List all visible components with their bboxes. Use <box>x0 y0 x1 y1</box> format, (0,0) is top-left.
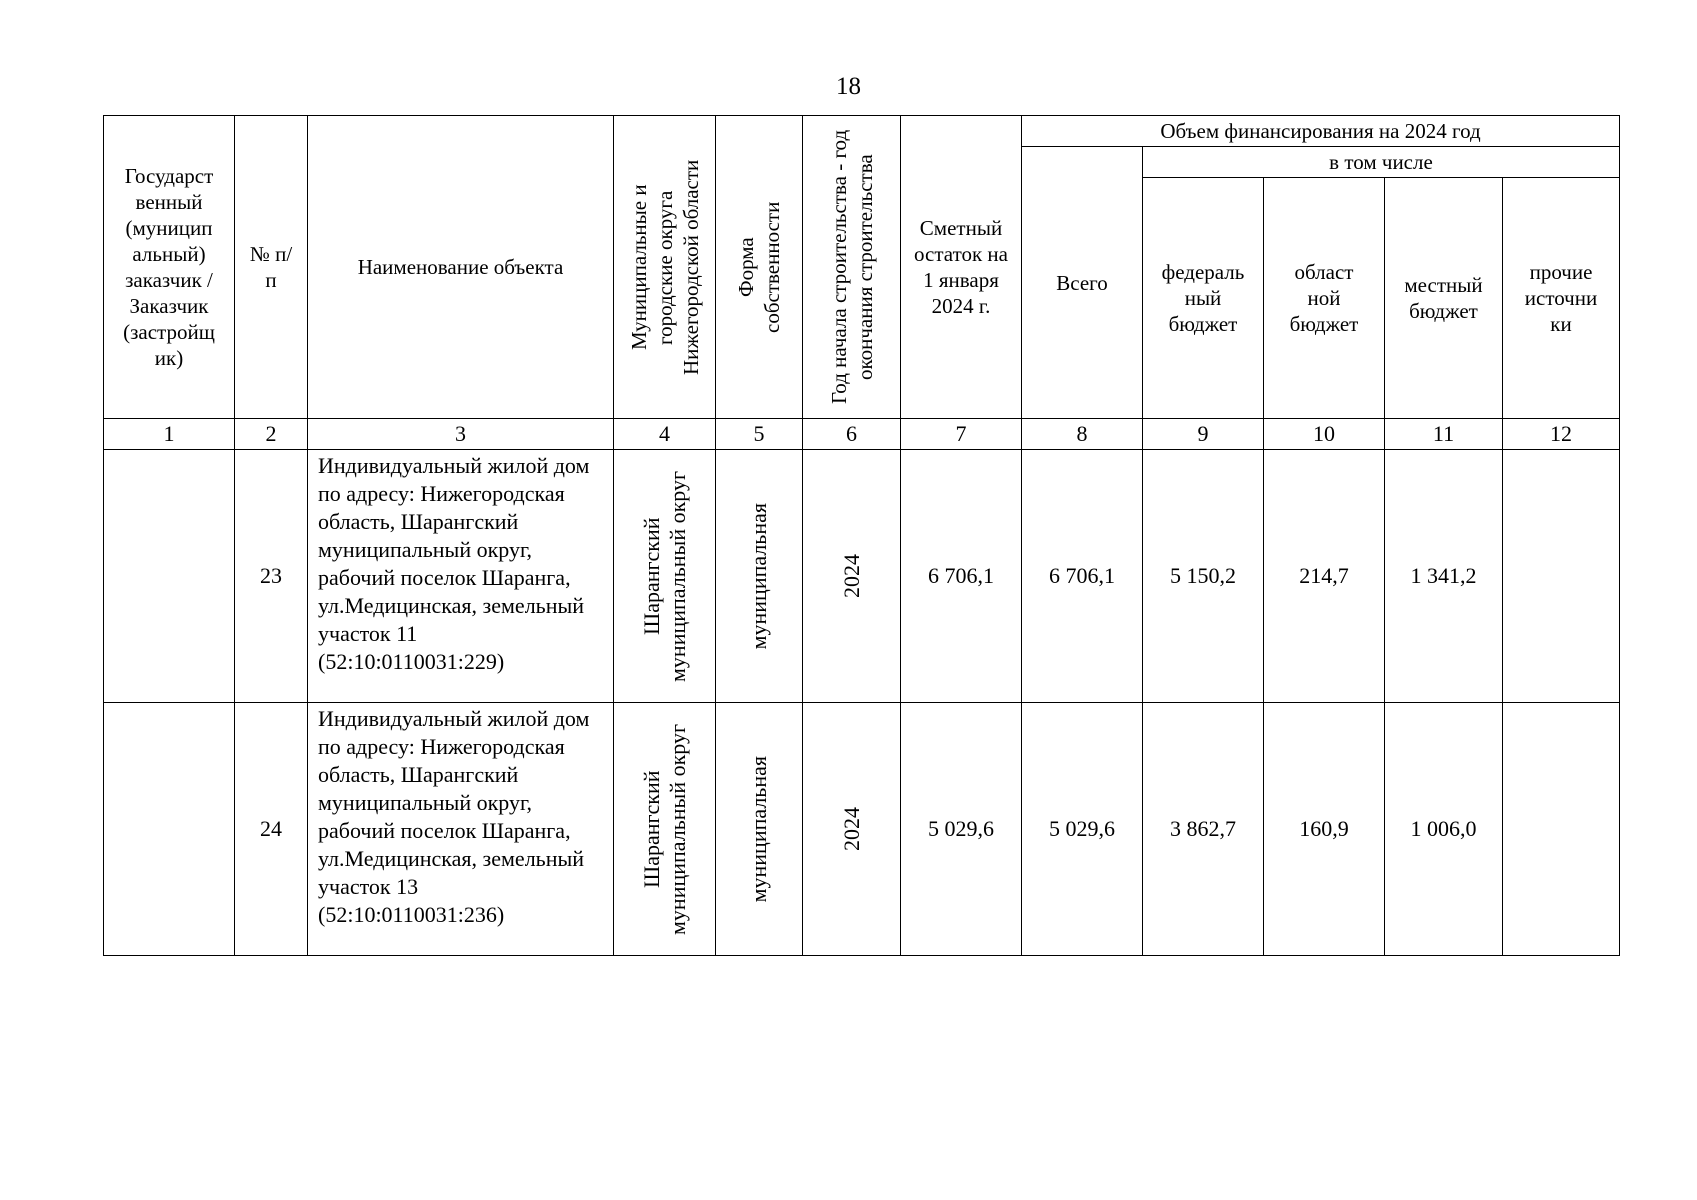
header-ownership-form: Форма собственности <box>716 116 803 419</box>
object-name-cell: Индивидуальный жилой дом по адресу: Нижегородская область, Шарангский муниципальный округ, рабочий поселок Шаранга, ул.Медицинская, земельный участок 13 (52:10:0110031:236) <box>308 703 614 956</box>
header-customer: Государст венный (муницип альный) заказчик / Заказчик (застройщ ик) <box>104 116 235 419</box>
column-number: 1 <box>104 419 235 450</box>
column-number: 12 <box>1503 419 1620 450</box>
estimated-balance-cell: 6 706,1 <box>901 450 1022 703</box>
federal-cell: 3 862,7 <box>1143 703 1264 956</box>
regional-cell: 160,9 <box>1264 703 1385 956</box>
header-construction-years: Год начала строительства - год окончания строительства <box>803 116 901 419</box>
header-financing-volume: Объем финансирования на 2024 год <box>1022 116 1620 147</box>
other-cell <box>1503 450 1620 703</box>
federal-cell: 5 150,2 <box>1143 450 1264 703</box>
ownership-cell: муниципальная <box>716 703 803 956</box>
local-cell: 1 341,2 <box>1385 450 1503 703</box>
local-cell: 1 006,0 <box>1385 703 1503 956</box>
page-number: 18 <box>836 73 861 100</box>
district-cell: Шарангский муниципальный округ <box>614 703 716 956</box>
header-local-budget: местный бюджет <box>1385 178 1503 419</box>
row-number-cell: 24 <box>235 703 308 956</box>
row-number-cell: 23 <box>235 450 308 703</box>
district-cell: Шарангский муниципальный округ <box>614 450 716 703</box>
regional-cell: 214,7 <box>1264 450 1385 703</box>
years-cell: 2024 <box>803 703 901 956</box>
column-number-row <box>104 419 1620 450</box>
header-total: Всего <box>1022 147 1143 419</box>
column-number: 2 <box>235 419 308 450</box>
column-number: 7 <box>901 419 1022 450</box>
total-cell: 5 029,6 <box>1022 703 1143 956</box>
header-regional-budget: област ной бюджет <box>1264 178 1385 419</box>
column-number: 8 <box>1022 419 1143 450</box>
years-cell: 2024 <box>803 450 901 703</box>
financing-table <box>103 115 1620 956</box>
column-number: 5 <box>716 419 803 450</box>
header-federal-budget: федераль ный бюджет <box>1143 178 1264 419</box>
header-num: № п/п <box>235 116 308 419</box>
column-number: 9 <box>1143 419 1264 450</box>
column-number: 10 <box>1264 419 1385 450</box>
column-number: 6 <box>803 419 901 450</box>
header-including: в том числе <box>1143 147 1620 178</box>
header-object-name: Наименование объекта <box>308 116 614 419</box>
table-row <box>104 450 1620 703</box>
other-cell <box>1503 703 1620 956</box>
header-other-sources: прочие источни ки <box>1503 178 1620 419</box>
ownership-cell: муниципальная <box>716 450 803 703</box>
estimated-balance-cell: 5 029,6 <box>901 703 1022 956</box>
total-cell: 6 706,1 <box>1022 450 1143 703</box>
column-number: 3 <box>308 419 614 450</box>
customer-cell <box>104 450 235 703</box>
table-row <box>104 703 1620 956</box>
object-name-cell: Индивидуальный жилой дом по адресу: Нижегородская область, Шарангский муниципальный округ, рабочий поселок Шаранга, ул.Медицинская, земельный участок 11 (52:10:0110031:229) <box>308 450 614 703</box>
header-estimated-balance: Сметный остаток на 1 января 2024 г. <box>901 116 1022 419</box>
column-number: 4 <box>614 419 716 450</box>
column-number: 11 <box>1385 419 1503 450</box>
header-municipal-districts: Муниципальные и городские округа Нижегородской области <box>614 116 716 419</box>
customer-cell <box>104 703 235 956</box>
